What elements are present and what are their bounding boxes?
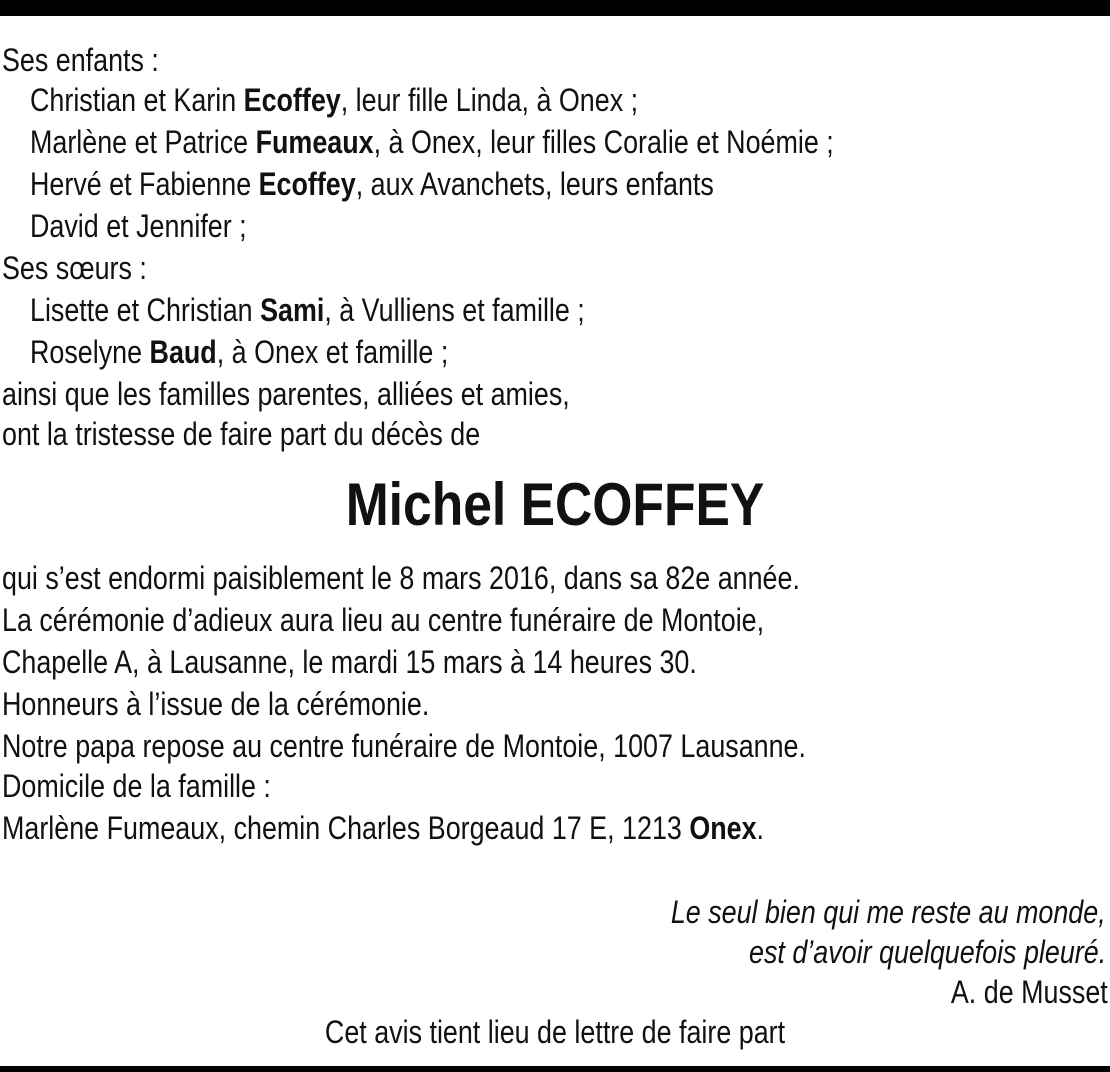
children-heading: Ses enfants : — [2, 42, 159, 78]
details-line-6: Domicile de la famille : — [2, 768, 271, 804]
sister-line-1 — [30, 290, 585, 330]
details-line-4: Honneurs à l’issue de la cérémonie. — [2, 686, 430, 722]
bottom-border-rule — [0, 1066, 1110, 1072]
family-surname: Fumeaux — [255, 124, 374, 160]
family-line-text: , aux Avanchets, leurs enfants — [355, 166, 714, 202]
family-line-text: Marlène et Patrice — [30, 124, 256, 160]
quote-author: A. de Musset — [951, 974, 1108, 1010]
family-line-text: , à Onex, leur filles Coralie et Noémie ; — [373, 124, 834, 160]
extended-family-line: ainsi que les familles parentes, alliées et amies, — [2, 376, 570, 412]
address-end: . — [756, 810, 765, 846]
family-surname: Baud — [149, 334, 217, 370]
family-line-text: Roselyne — [30, 334, 150, 370]
family-line-text: Lisette et Christian — [30, 292, 261, 328]
family-line-text: Hervé et Fabienne — [30, 166, 259, 202]
details-line-1: qui s’est endormi paisiblement le 8 mars 2016, dans sa 82e année. — [2, 560, 800, 596]
family-line-4: David et Jennifer ; — [30, 208, 247, 244]
family-line-text: , leur fille Linda, à Onex ; — [340, 82, 639, 118]
details-line-3: Chapelle A, à Lausanne, le mardi 15 mars à 14 heures 30. — [2, 644, 697, 680]
details-line-2: La cérémonie d’adieux aura lieu au centre funéraire de Montoie, — [2, 602, 765, 638]
family-line-2 — [30, 122, 834, 162]
family-line-1 — [30, 80, 638, 120]
details-line-5: Notre papa repose au centre funéraire de Montoie, 1007 Lausanne. — [2, 728, 806, 764]
family-line-text: , à Onex et famille ; — [216, 334, 449, 370]
sister-line-2 — [30, 332, 448, 372]
family-surname: Sami — [260, 292, 325, 328]
address-city: Onex — [689, 810, 757, 846]
family-line-3 — [30, 164, 714, 204]
family-surname: Ecoffey — [243, 82, 341, 118]
family-surname: Ecoffey — [258, 166, 356, 202]
footer-note: Cet avis tient lieu de lettre de faire part — [324, 1014, 786, 1050]
top-border-rule — [0, 0, 1110, 16]
family-address — [2, 808, 764, 848]
deceased-name: Michel ECOFFEY — [345, 471, 765, 538]
family-line-text: , à Vulliens et famille ; — [324, 292, 585, 328]
sisters-heading: Ses sœurs : — [2, 250, 147, 286]
address-text: Marlène Fumeaux, chemin Charles Borgeaud 17 E, 1213 — [2, 810, 690, 846]
family-line-text: Christian et Karin — [30, 82, 244, 118]
quote-line-2: est d’avoir quelquefois pleuré. — [748, 934, 1106, 970]
announcement-line: ont la tristesse de faire part du décès de — [2, 416, 481, 452]
quote-line-1: Le seul bien qui me reste au monde, — [671, 894, 1106, 930]
